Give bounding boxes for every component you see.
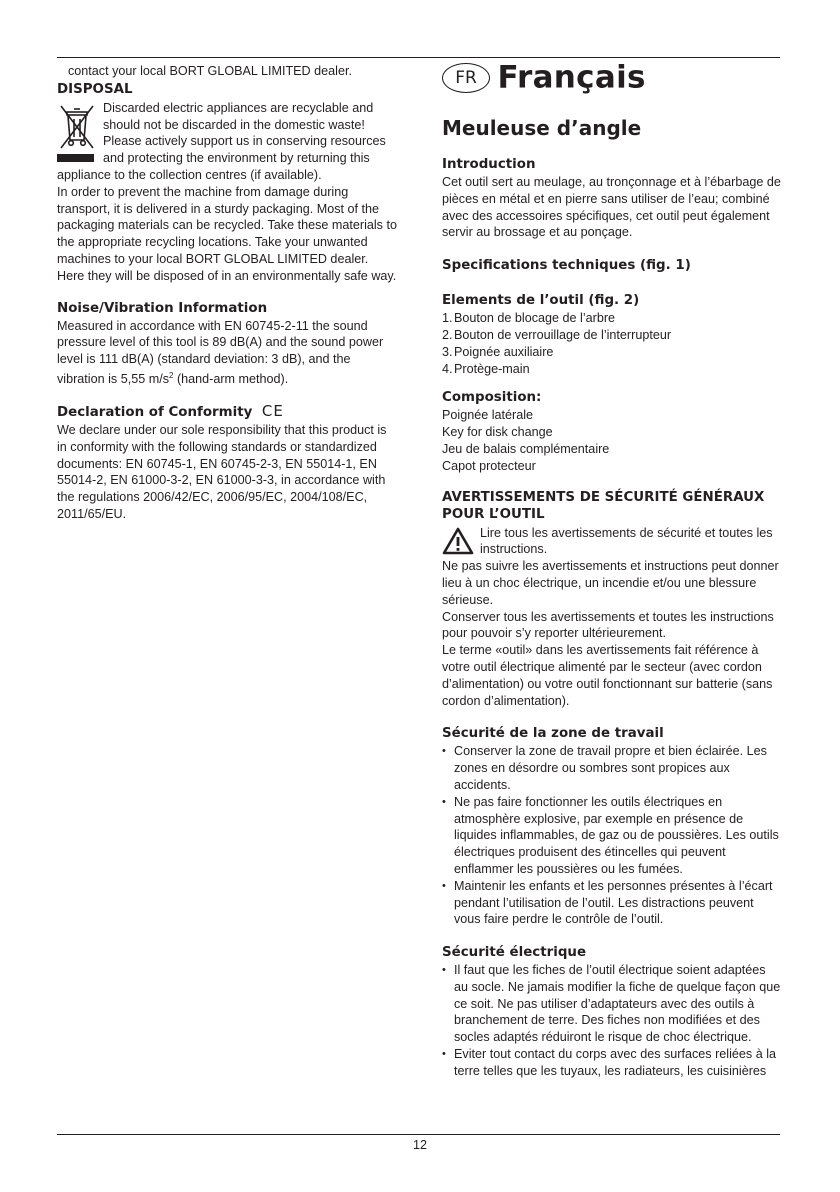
disposal-line-1: Discarded electric appliances are recyclable and <box>103 100 374 115</box>
warning-triangle-icon <box>442 527 474 560</box>
list-item: Key for disk change <box>442 425 553 440</box>
noise-text-main: Measured in accordance with EN 60745-2-11 the sound pressure level of this tool is 89 dB(A) and the sound power level is 111 dB(A) (standard deviation: 3 dB), and the vibration is 5,55 m/s <box>57 318 384 387</box>
disposal-block <box>57 100 399 167</box>
list-item: • Conserver la zone de travail propre et bien éclairée. Les zones en désordre ou sombres sont propices aux accidents. <box>442 743 782 793</box>
work-area-heading: Sécurité de la zone de travail <box>442 726 664 742</box>
list-item: 4. Protège-main <box>442 361 530 376</box>
noise-text-end: (hand-arm method). <box>173 372 289 387</box>
disposal-paragraph: In order to prevent the machine from damage during transport, it is delivered in a sturdy packaging. Most of the packaging materials can be recycled. Take these materials to the appropriate recycling locations. Take your unwanted machines to your local BORT GLOBAL LIMITED dealer. Here they will be disposed of in an environmentally safe way. <box>57 184 397 283</box>
composition-heading: Composition: <box>442 390 542 406</box>
list-item: • Ne pas faire fonctionner les outils électriques en atmosphère explosive, par exemple en présence de liquides inflammables, de gaz ou de poussières. Les outils électriques produisent des étincelles qui peuvent enflammer les poussières ou les fumées. <box>442 794 782 878</box>
left-column <box>57 63 399 523</box>
noise-exponent: 2 <box>169 370 174 380</box>
list-item: Capot protecteur <box>442 458 536 473</box>
noise-heading: Noise/Vibration Information <box>57 300 268 316</box>
product-title: Meuleuse d’angle <box>442 116 642 140</box>
conformity-heading: Declaration of Conformity <box>57 404 253 420</box>
work-area-list <box>442 743 782 928</box>
top-rule <box>57 57 780 58</box>
list-item: 3. Poignée auxiliaire <box>442 344 554 359</box>
list-item: Jeu de balais complémentaire <box>442 441 610 456</box>
disposal-heading: DISPOSAL <box>57 81 133 97</box>
carryover-text: contact your local BORT GLOBAL LIMITED dealer. <box>68 64 352 78</box>
list-item: • Maintenir les enfants et les personnes présentes à l’écart pendant l’utilisation de l’outil. Les distractions peuvent vous faire perdre le contrôle de l’outil. <box>442 878 782 928</box>
warning-paragraph-2: Conserver tous les avertissements et toutes les instructions pour pouvoir s’y reporter ultérieurement. <box>442 609 774 641</box>
ce-mark-icon: CE <box>261 401 284 420</box>
disposal-line-3: Please actively support us in conserving resources <box>103 134 386 149</box>
list-item: Poignée latérale <box>442 408 534 423</box>
warnings-heading: AVERTISSEMENTS DE SÉCURITÉ GÉNÉRAUX POUR L’OUTIL <box>442 489 765 522</box>
language-header <box>442 59 782 113</box>
disposal-line-4: and protecting the environment by returning this <box>103 151 370 166</box>
warning-instruction-block <box>442 525 782 559</box>
intro-text: Cet outil sert au meulage, au tronçonnage et à l’ébarbage de pièces en métal et en pierre sans utiliser de l’eau; combiné avec des accessoires spécifiques, cet outil peut également servir au brossage et au ponçage. <box>442 175 781 240</box>
electrical-list <box>442 962 782 1080</box>
list-item: • Eviter tout contact du corps avec des surfaces reliées à la terre telles que les tuyaux, les radiateurs, les cuisinières <box>442 1046 782 1080</box>
disposal-tail: appliance to the collection centres (if available). <box>57 167 322 182</box>
disposal-line-2: should not be discarded in the domestic waste! <box>103 117 365 132</box>
composition-list <box>442 407 782 474</box>
warning-paragraph-1: Ne pas suivre les avertissements et instructions peut donner lieu à un choc électrique, un incendie et/ou une blessure sérieuse. <box>442 559 779 607</box>
list-item: • Il faut que les fiches de l’outil électrique soient adaptées au socle. Ne jamais modifier la fiche de quelque façon que ce soit. Ne pas utiliser d’adaptateurs avec des outils à branchement de terre. Des fiches non modifiées et des socles adaptés réduiront le risque de choc électrique. <box>442 962 782 1046</box>
noise-text <box>57 318 399 388</box>
electrical-heading: Sécurité électrique <box>442 945 587 961</box>
language-title: Français <box>497 59 646 96</box>
warning-read-instructions: Lire tous les avertissements de sécurité et toutes les instructions. <box>480 525 773 557</box>
page-number: 12 <box>412 1138 427 1152</box>
specs-heading: Specifications techniques (fig. 1) <box>442 258 691 274</box>
conformity-heading-row <box>57 403 399 421</box>
elements-heading: Elements de l’outil (fig. 2) <box>442 293 640 309</box>
intro-heading: Introduction <box>442 157 536 172</box>
list-item: 1. Bouton de blocage de l’arbre <box>442 311 616 326</box>
right-column <box>442 59 782 1080</box>
language-code-badge: FR <box>442 63 490 93</box>
list-item: 2. Bouton de verrouillage de l’interrupteur <box>442 327 672 342</box>
warning-paragraph-3: Le terme «outil» dans les avertissements fait référence à votre outil électrique alimenté par le secteur (avec cordon d’alimentation) ou votre outil fonctionnant sur batterie (sans cordon d’alimentation). <box>442 643 773 708</box>
conformity-text: We declare under our sole responsibility that this product is in conformity with the following standards or standardized documents: EN 60745-1, EN 60745-2-3, EN 55014-1, EN 55014-2, EN 61000-3-2, EN 61000-3-3, in accordance with the regulations 2006/42/EC, 2006/95/EC, 2004/108/EC, 2011/65/EU. <box>57 422 387 521</box>
elements-list <box>442 310 782 377</box>
crossed-out-wheelie-bin-icon <box>57 102 97 168</box>
bottom-rule <box>57 1134 780 1135</box>
